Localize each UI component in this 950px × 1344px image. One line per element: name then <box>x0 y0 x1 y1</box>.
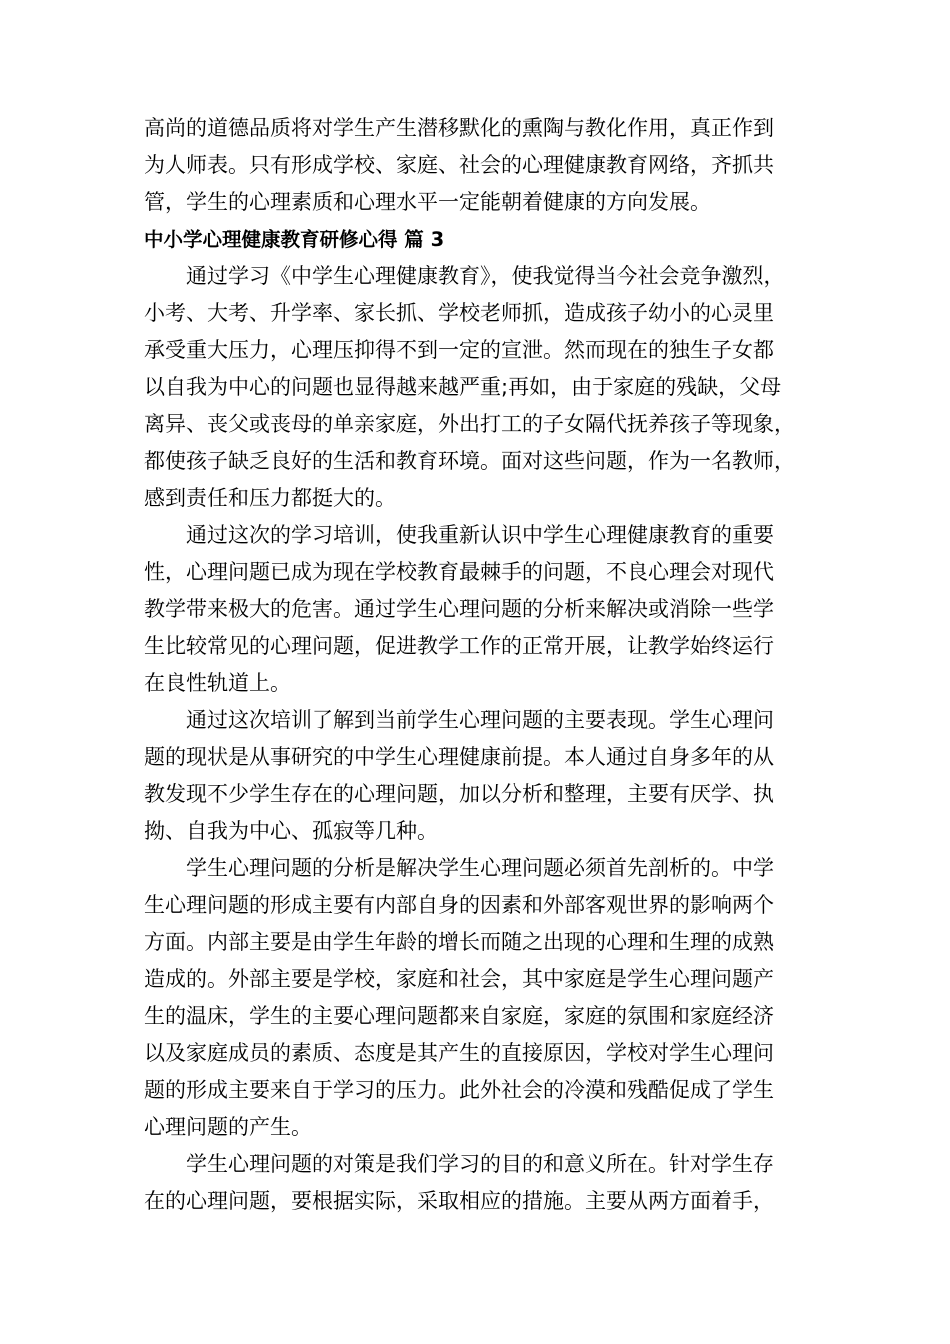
text-line: 离异、丧父或丧母的单亲家庭，外出打工的子女隔代抚养孩子等现象， <box>144 412 795 436</box>
text-line: 承受重大压力，心理压抑得不到一定的宣泄。然而现在的独生子女都 <box>144 338 774 362</box>
text-line: 教学带来极大的危害。通过学生心理问题的分析来解决或消除一些学 <box>144 597 774 621</box>
text-line: 在良性轨道上。 <box>144 671 291 695</box>
text-line: 通过这次培训了解到当前学生心理问题的主要表现。学生心理问 <box>186 708 774 732</box>
text-line: 为人师表。只有形成学校、家庭、社会的心理健康教育网络，齐抓共 <box>144 153 774 177</box>
text-line: 生心理问题的形成主要有内部自身的因素和外部客观世界的影响两个 <box>144 893 774 917</box>
text-line: 心理问题的产生。 <box>144 1115 312 1139</box>
text-line: 在的心理问题，要根据实际，采取相应的措施。主要从两方面着手， <box>144 1189 774 1213</box>
text-line: 感到责任和压力都挺大的。 <box>144 486 396 510</box>
text-line: 方面。内部主要是由学生年龄的增长而随之出现的心理和生理的成熟 <box>144 930 774 954</box>
text-line: 生比较常见的心理问题，促进教学工作的正常开展，让教学始终运行 <box>144 634 774 658</box>
text-line: 小考、大考、升学率、家长抓、学校老师抓，造成孩子幼小的心灵里 <box>144 301 774 325</box>
text-line: 教发现不少学生存在的心理问题，加以分析和整理，主要有厌学、执 <box>144 782 774 806</box>
text-line: 高尚的道德品质将对学生产生潜移默化的熏陶与教化作用，真正作到 <box>144 116 774 140</box>
text-line: 以自我为中心的问题也显得越来越严重;再如，由于家庭的残缺，父母 <box>144 375 782 399</box>
text-line: 题的形成主要来自于学习的压力。此外社会的冷漠和残酷促成了学生 <box>144 1078 774 1102</box>
text-line: 通过这次的学习培训，使我重新认识中学生心理健康教育的重要 <box>186 523 774 547</box>
text-line: 学生心理问题的对策是我们学习的目的和意义所在。针对学生存 <box>186 1152 774 1176</box>
text-line: 学生心理问题的分析是解决学生心理问题必须首先剖析的。中学 <box>186 856 774 880</box>
text-line: 性，心理问题已成为现在学校教育最棘手的问题，不良心理会对现代 <box>144 560 774 584</box>
text-line: 都使孩子缺乏良好的生活和教育环境。面对这些问题，作为一名教师， <box>144 449 795 473</box>
text-line: 通过学习《中学生心理健康教育》，使我觉得当今社会竞争激烈， <box>186 264 785 288</box>
document-page <box>144 110 834 1220</box>
text-line: 管，学生的心理素质和心理水平一定能朝着健康的方向发展。 <box>144 190 711 214</box>
text-line: 拗、自我为中心、孤寂等几种。 <box>144 819 438 843</box>
text-line: 以及家庭成员的素质、态度是其产生的直接原因，学校对学生心理问 <box>144 1041 774 1065</box>
text-line: 生的温床，学生的主要心理问题都来自家庭，家庭的氛围和家庭经济 <box>144 1004 774 1028</box>
text-line: 题的现状是从事研究的中学生心理健康前提。本人通过自身多年的从 <box>144 745 774 769</box>
section-heading: 中小学心理健康教育研修心得 篇 3 <box>144 228 445 251</box>
text-line: 造成的。外部主要是学校，家庭和社会，其中家庭是学生心理问题产 <box>144 967 774 991</box>
